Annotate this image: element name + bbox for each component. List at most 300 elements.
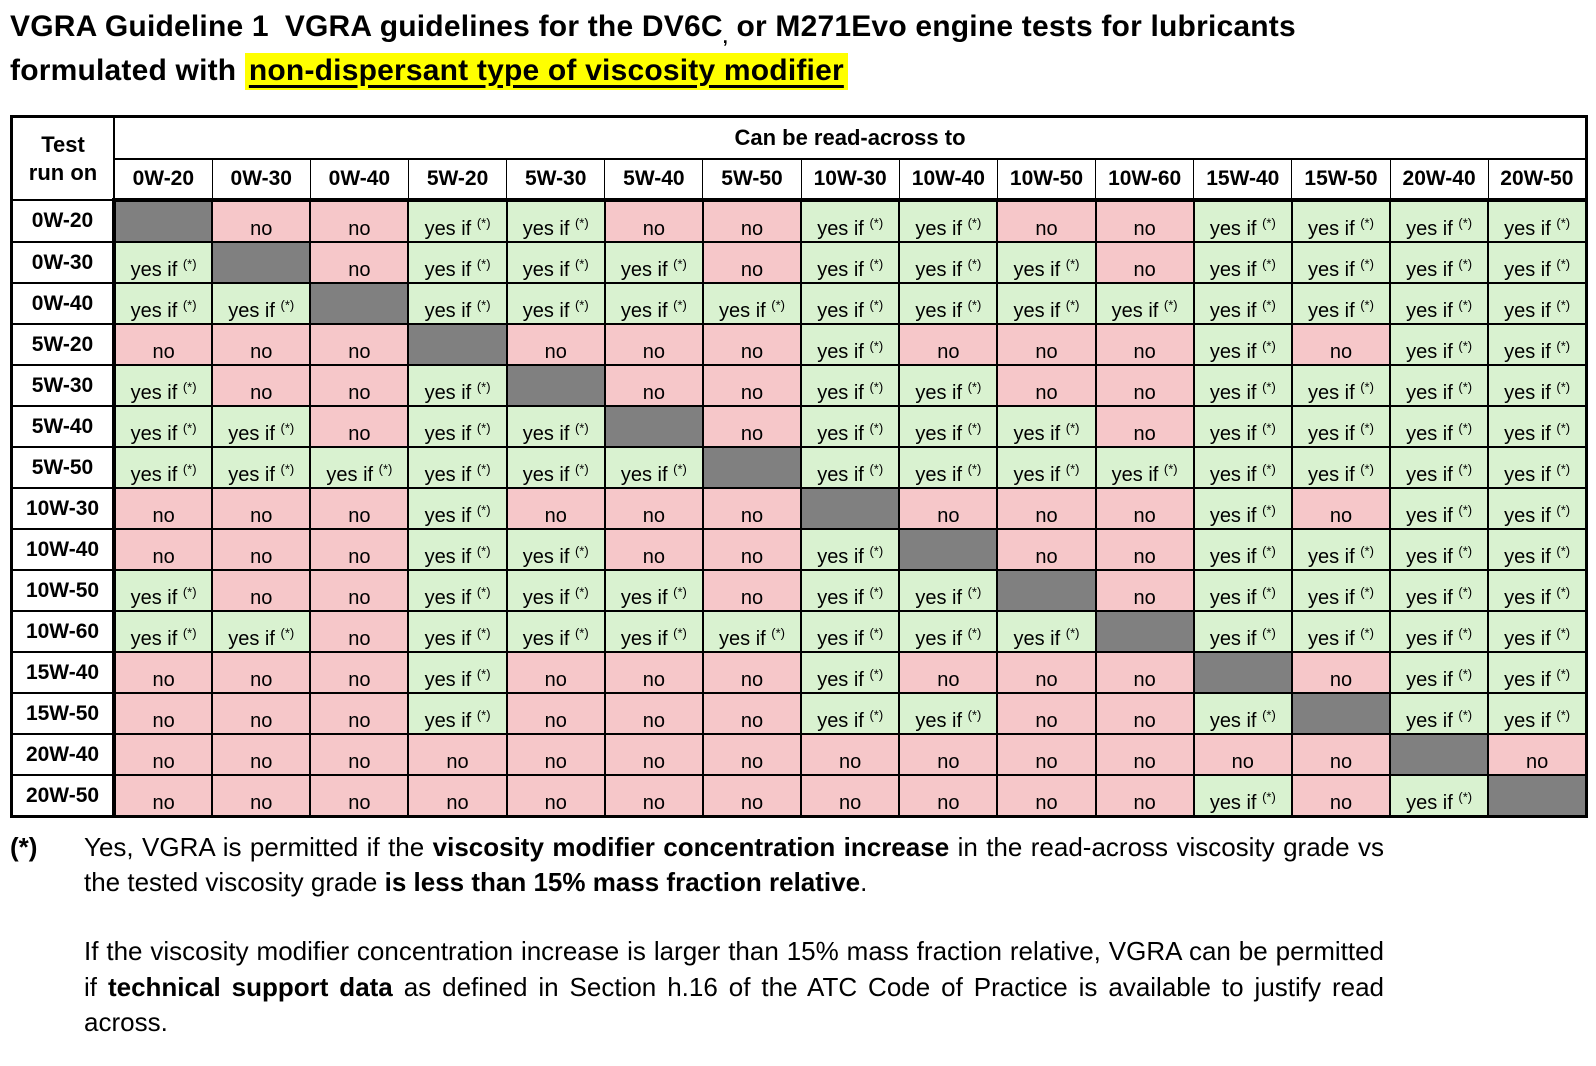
asterisk-footnote-ref: (*) <box>1360 543 1374 559</box>
asterisk-footnote-ref: (*) <box>869 707 884 723</box>
column-header-0W-40: 0W-40 <box>310 159 408 200</box>
grade-cell-5W-20-0W-30: no <box>212 324 310 365</box>
asterisk-footnote-ref: (*) <box>1556 707 1571 723</box>
asterisk-footnote-ref: (*) <box>869 543 884 559</box>
asterisk-footnote-ref: (*) <box>378 461 393 477</box>
grade-cell-20W-40-10W-30: no <box>801 734 899 775</box>
asterisk-footnote-ref: (*) <box>1262 584 1276 600</box>
grade-cell-5W-50-15W-50: yes if (*) <box>1292 447 1390 488</box>
asterisk-footnote-ref: (*) <box>1556 584 1571 600</box>
table-row-20W-40 <box>12 734 1587 775</box>
grade-cell-5W-40-10W-40: yes if (*) <box>899 406 997 447</box>
table-row-5W-20 <box>12 324 1587 365</box>
grade-cell-5W-30-5W-30 <box>507 365 605 406</box>
grade-cell-10W-60-5W-30: yes if (*) <box>507 611 605 652</box>
grade-cell-15W-50-0W-20: no <box>114 693 212 734</box>
grade-cell-20W-50-15W-40: yes if (*) <box>1194 775 1292 817</box>
row-header-5W-20: 5W-20 <box>12 324 115 365</box>
grade-cell-15W-40-20W-40: yes if (*) <box>1390 652 1488 693</box>
grade-cell-15W-50-20W-40: yes if (*) <box>1390 693 1488 734</box>
grade-cell-10W-60-20W-40: yes if (*) <box>1390 611 1488 652</box>
grade-cell-0W-30-10W-60: no <box>1096 242 1194 283</box>
column-header-10W-60: 10W-60 <box>1096 159 1194 200</box>
asterisk-footnote-ref: (*) <box>869 625 884 641</box>
asterisk-footnote-ref: (*) <box>1458 666 1473 682</box>
grade-cell-5W-40-5W-40 <box>605 406 703 447</box>
asterisk-footnote-ref: (*) <box>869 461 884 477</box>
grade-cell-10W-60-5W-20: yes if (*) <box>408 611 506 652</box>
grade-cell-5W-30-0W-40: no <box>310 365 408 406</box>
grade-cell-5W-30-15W-40: yes if (*) <box>1194 365 1292 406</box>
grade-cell-15W-40-5W-40: no <box>605 652 703 693</box>
asterisk-footnote-ref: (*) <box>1556 543 1571 559</box>
title-main-text: VGRA guidelines for the DV6C <box>284 10 723 43</box>
grade-cell-0W-30-15W-40: yes if (*) <box>1194 242 1292 283</box>
grade-cell-10W-40-5W-40: no <box>605 529 703 570</box>
grade-cell-5W-20-10W-40: no <box>899 324 997 365</box>
asterisk-footnote-ref: (*) <box>673 625 687 641</box>
asterisk-footnote-ref: (*) <box>1360 420 1374 436</box>
grade-cell-5W-20-15W-50: no <box>1292 324 1390 365</box>
footnote-text: If the viscosity modifier concentration increase is larger than 15% mass fraction relative, VGRA can be permitted if <box>84 936 1384 1002</box>
grade-cell-0W-20-15W-50: yes if (*) <box>1292 200 1390 242</box>
table-row-10W-50 <box>12 570 1587 611</box>
grade-cell-0W-30-0W-30 <box>212 242 310 283</box>
grade-cell-0W-40-0W-30: yes if (*) <box>212 283 310 324</box>
grade-cell-10W-50-15W-50: yes if (*) <box>1292 570 1390 611</box>
asterisk-footnote-ref: (*) <box>1360 256 1374 272</box>
grade-cell-0W-20-10W-40: yes if (*) <box>899 200 997 242</box>
title-main-text-cont: or M271Evo engine tests for lubricants <box>727 10 1296 43</box>
asterisk-footnote-ref: (*) <box>1458 379 1473 395</box>
grade-cell-15W-50-20W-50: yes if (*) <box>1488 693 1586 734</box>
asterisk-footnote-ref: (*) <box>476 543 491 559</box>
grade-cell-0W-40-0W-20: yes if (*) <box>114 283 212 324</box>
asterisk-footnote-ref: (*) <box>869 666 884 682</box>
grade-cell-5W-50-10W-40: yes if (*) <box>899 447 997 488</box>
asterisk-footnote-ref: (*) <box>1458 707 1473 723</box>
grade-cell-5W-20-5W-50: no <box>703 324 801 365</box>
grade-cell-5W-20-0W-20: no <box>114 324 212 365</box>
grade-cell-5W-30-10W-30: yes if (*) <box>801 365 899 406</box>
grade-cell-5W-50-20W-40: yes if (*) <box>1390 447 1488 488</box>
grade-cell-10W-60-10W-60 <box>1096 611 1194 652</box>
grade-cell-15W-50-5W-30: no <box>507 693 605 734</box>
grade-cell-10W-30-5W-40: no <box>605 488 703 529</box>
asterisk-footnote-ref: (*) <box>1065 625 1080 641</box>
grade-cell-10W-40-5W-20: yes if (*) <box>408 529 506 570</box>
asterisk-footnote-ref: (*) <box>869 215 884 231</box>
grade-cell-5W-50-5W-50 <box>703 447 801 488</box>
grade-cell-20W-40-0W-30: no <box>212 734 310 775</box>
grade-cell-0W-20-10W-60: no <box>1096 200 1194 242</box>
grade-cell-20W-50-10W-60: no <box>1096 775 1194 817</box>
asterisk-footnote-ref: (*) <box>1065 297 1080 313</box>
grade-cell-0W-40-5W-40: yes if (*) <box>605 283 703 324</box>
title-line2-prefix: formulated with <box>10 53 245 87</box>
asterisk-footnote-ref: (*) <box>574 215 589 231</box>
grade-cell-0W-30-5W-20: yes if (*) <box>408 242 506 283</box>
asterisk-footnote-ref: (*) <box>869 584 884 600</box>
grade-cell-15W-40-10W-60: no <box>1096 652 1194 693</box>
asterisk-footnote-ref: (*) <box>1360 297 1374 313</box>
asterisk-footnote-ref: (*) <box>1458 297 1473 313</box>
asterisk-footnote-ref: (*) <box>1065 420 1080 436</box>
asterisk-footnote-ref: (*) <box>869 256 884 272</box>
grade-cell-20W-50-10W-50: no <box>997 775 1095 817</box>
grade-cell-20W-40-10W-50: no <box>997 734 1095 775</box>
grade-cell-5W-30-5W-20: yes if (*) <box>408 365 506 406</box>
grade-cell-10W-30-20W-50: yes if (*) <box>1488 488 1586 529</box>
asterisk-footnote-ref: (*) <box>1458 461 1473 477</box>
grade-cell-15W-50-15W-40: yes if (*) <box>1194 693 1292 734</box>
asterisk-footnote-ref: (*) <box>1262 543 1276 559</box>
grade-cell-15W-50-15W-50 <box>1292 693 1390 734</box>
table-row-0W-20 <box>12 200 1587 242</box>
grade-cell-10W-50-20W-50: yes if (*) <box>1488 570 1586 611</box>
grade-cell-10W-50-20W-40: yes if (*) <box>1390 570 1488 611</box>
asterisk-footnote-ref: (*) <box>182 256 197 272</box>
asterisk-footnote-ref: (*) <box>1262 379 1276 395</box>
grade-cell-0W-30-5W-30: yes if (*) <box>507 242 605 283</box>
grade-cell-10W-50-0W-20: yes if (*) <box>114 570 212 611</box>
footnote-text: . <box>860 867 868 898</box>
grade-cell-10W-30-20W-40: yes if (*) <box>1390 488 1488 529</box>
grade-cell-10W-50-10W-60: no <box>1096 570 1194 611</box>
grade-cell-0W-30-0W-40: no <box>310 242 408 283</box>
grade-cell-15W-40-0W-30: no <box>212 652 310 693</box>
grade-cell-0W-30-10W-50: yes if (*) <box>997 242 1095 283</box>
table-row-15W-40 <box>12 652 1587 693</box>
asterisk-footnote-ref: (*) <box>476 297 491 313</box>
title-subscript: , <box>722 27 728 47</box>
grade-cell-5W-50-0W-40: yes if (*) <box>310 447 408 488</box>
grade-cell-10W-40-15W-40: yes if (*) <box>1194 529 1292 570</box>
grade-cell-5W-40-5W-30: yes if (*) <box>507 406 605 447</box>
column-header-10W-30: 10W-30 <box>801 159 899 200</box>
grade-cell-5W-20-5W-40: no <box>605 324 703 365</box>
row-header-5W-30: 5W-30 <box>12 365 115 406</box>
asterisk-footnote-ref: (*) <box>1458 502 1473 518</box>
grade-cell-0W-40-0W-40 <box>310 283 408 324</box>
asterisk-footnote-ref: (*) <box>574 461 589 477</box>
grade-cell-20W-40-5W-30: no <box>507 734 605 775</box>
grade-cell-0W-30-5W-40: yes if (*) <box>605 242 703 283</box>
asterisk-footnote-ref: (*) <box>1262 338 1276 354</box>
grade-cell-0W-20-5W-20: yes if (*) <box>408 200 506 242</box>
grade-cell-10W-60-15W-50: yes if (*) <box>1292 611 1390 652</box>
column-header-5W-20: 5W-20 <box>408 159 506 200</box>
asterisk-footnote-ref: (*) <box>967 461 982 477</box>
grade-cell-20W-40-0W-40: no <box>310 734 408 775</box>
asterisk-footnote-ref: (*) <box>967 379 982 395</box>
asterisk-footnote-ref: (*) <box>967 215 982 231</box>
grade-cell-20W-50-0W-20: no <box>114 775 212 817</box>
asterisk-footnote-ref: (*) <box>967 625 982 641</box>
grade-cell-5W-20-20W-50: yes if (*) <box>1488 324 1586 365</box>
asterisk-footnote-ref: (*) <box>476 215 491 231</box>
grade-cell-0W-40-5W-30: yes if (*) <box>507 283 605 324</box>
row-header-5W-40: 5W-40 <box>12 406 115 447</box>
grade-cell-10W-30-5W-30: no <box>507 488 605 529</box>
grade-cell-5W-20-10W-30: yes if (*) <box>801 324 899 365</box>
grade-cell-10W-30-5W-50: no <box>703 488 801 529</box>
grade-cell-0W-20-20W-40: yes if (*) <box>1390 200 1488 242</box>
table-row-15W-50 <box>12 693 1587 734</box>
grade-cell-20W-50-0W-40: no <box>310 775 408 817</box>
asterisk-footnote-ref: (*) <box>182 625 197 641</box>
asterisk-footnote-ref: (*) <box>1065 256 1080 272</box>
title-highlighted-phrase: non-dispersant type of viscosity modifier <box>245 53 848 90</box>
grade-cell-15W-40-15W-50: no <box>1292 652 1390 693</box>
grade-cell-0W-20-10W-50: no <box>997 200 1095 242</box>
asterisk-footnote-ref: (*) <box>1458 625 1473 641</box>
grade-cell-10W-60-0W-30: yes if (*) <box>212 611 310 652</box>
asterisk-footnote-ref: (*) <box>1556 215 1571 231</box>
grade-cell-10W-60-15W-40: yes if (*) <box>1194 611 1292 652</box>
asterisk-footnote-ref: (*) <box>869 420 884 436</box>
column-header-20W-50: 20W-50 <box>1488 159 1586 200</box>
grade-cell-20W-40-15W-50: no <box>1292 734 1390 775</box>
grade-cell-5W-30-20W-50: yes if (*) <box>1488 365 1586 406</box>
grade-cell-0W-40-15W-40: yes if (*) <box>1194 283 1292 324</box>
footnote-paragraph-2 <box>84 934 1384 1039</box>
grade-cell-10W-50-5W-20: yes if (*) <box>408 570 506 611</box>
asterisk-footnote-ref: (*) <box>1458 215 1473 231</box>
asterisk-footnote-ref: (*) <box>967 707 982 723</box>
asterisk-footnote-ref: (*) <box>182 297 197 313</box>
asterisk-footnote-ref: (*) <box>1458 789 1473 805</box>
grade-cell-10W-50-10W-30: yes if (*) <box>801 570 899 611</box>
asterisk-footnote-ref: (*) <box>574 584 589 600</box>
grade-cell-5W-50-5W-20: yes if (*) <box>408 447 506 488</box>
asterisk-footnote-ref: (*) <box>574 420 589 436</box>
asterisk-footnote-ref: (*) <box>574 543 589 559</box>
grade-cell-10W-50-10W-50 <box>997 570 1095 611</box>
grade-cell-15W-40-0W-40: no <box>310 652 408 693</box>
grade-cell-10W-40-10W-60: no <box>1096 529 1194 570</box>
grade-cell-0W-40-5W-50: yes if (*) <box>703 283 801 324</box>
table-row-10W-40 <box>12 529 1587 570</box>
asterisk-footnote-ref: (*) <box>1458 256 1473 272</box>
grade-cell-15W-50-0W-30: no <box>212 693 310 734</box>
asterisk-footnote-ref: (*) <box>1360 215 1374 231</box>
grade-cell-0W-20-0W-30: no <box>212 200 310 242</box>
row-header-15W-40: 15W-40 <box>12 652 115 693</box>
grade-cell-5W-30-10W-60: no <box>1096 365 1194 406</box>
page-title <box>10 6 1440 91</box>
column-header-10W-50: 10W-50 <box>997 159 1095 200</box>
grade-cell-0W-20-10W-30: yes if (*) <box>801 200 899 242</box>
grade-cell-5W-40-15W-40: yes if (*) <box>1194 406 1292 447</box>
grade-cell-0W-30-10W-40: yes if (*) <box>899 242 997 283</box>
asterisk-footnote-ref: (*) <box>476 256 491 272</box>
asterisk-footnote-ref: (*) <box>967 420 982 436</box>
grade-cell-10W-30-0W-40: no <box>310 488 408 529</box>
footnote-text: as defined in Section h.16 of the ATC Code of Practice is available to justify read across. <box>84 971 1384 1037</box>
asterisk-footnote-ref: (*) <box>967 256 982 272</box>
column-header-15W-40: 15W-40 <box>1194 159 1292 200</box>
row-header-20W-40: 20W-40 <box>12 734 115 775</box>
row-header-10W-30: 10W-30 <box>12 488 115 529</box>
asterisk-footnote-ref: (*) <box>476 502 491 518</box>
grade-cell-10W-50-0W-30: no <box>212 570 310 611</box>
asterisk-footnote-ref: (*) <box>1163 461 1178 477</box>
asterisk-footnote-ref: (*) <box>1458 584 1473 600</box>
grade-cell-10W-40-15W-50: yes if (*) <box>1292 529 1390 570</box>
row-header-15W-50: 15W-50 <box>12 693 115 734</box>
read-across-table <box>10 115 1588 818</box>
asterisk-footnote-ref: (*) <box>182 461 197 477</box>
grade-cell-20W-50-5W-50: no <box>703 775 801 817</box>
grade-cell-5W-50-10W-60: yes if (*) <box>1096 447 1194 488</box>
grade-cell-20W-40-15W-40: no <box>1194 734 1292 775</box>
grade-cell-10W-40-0W-20: no <box>114 529 212 570</box>
grade-cell-10W-40-20W-50: yes if (*) <box>1488 529 1586 570</box>
asterisk-footnote-ref: (*) <box>1556 666 1571 682</box>
asterisk-footnote-ref: (*) <box>869 338 884 354</box>
grade-cell-5W-50-10W-30: yes if (*) <box>801 447 899 488</box>
grade-cell-20W-50-10W-40: no <box>899 775 997 817</box>
row-header-10W-50: 10W-50 <box>12 570 115 611</box>
asterisk-footnote-ref: (*) <box>869 379 884 395</box>
footnote-marker: (*) <box>10 832 38 863</box>
asterisk-footnote-ref: (*) <box>1458 338 1473 354</box>
grade-cell-0W-30-20W-40: yes if (*) <box>1390 242 1488 283</box>
grade-cell-10W-50-5W-50: no <box>703 570 801 611</box>
grade-cell-5W-30-20W-40: yes if (*) <box>1390 365 1488 406</box>
grade-cell-10W-30-5W-20: yes if (*) <box>408 488 506 529</box>
grade-cell-20W-50-0W-30: no <box>212 775 310 817</box>
asterisk-footnote-ref: (*) <box>476 420 491 436</box>
grade-cell-20W-50-10W-30: no <box>801 775 899 817</box>
grade-cell-0W-20-0W-20 <box>114 200 212 242</box>
grade-cell-5W-50-0W-30: yes if (*) <box>212 447 310 488</box>
grade-cell-10W-60-0W-20: yes if (*) <box>114 611 212 652</box>
table-header-row-1 <box>12 117 1587 160</box>
grade-cell-5W-50-5W-30: yes if (*) <box>507 447 605 488</box>
grade-cell-10W-40-5W-50: no <box>703 529 801 570</box>
grade-cell-10W-60-20W-50: yes if (*) <box>1488 611 1586 652</box>
asterisk-footnote-ref: (*) <box>1262 215 1276 231</box>
grade-cell-10W-60-0W-40: no <box>310 611 408 652</box>
table-row-20W-50 <box>12 775 1587 817</box>
asterisk-footnote-ref: (*) <box>1458 420 1473 436</box>
grade-cell-0W-40-20W-50: yes if (*) <box>1488 283 1586 324</box>
grade-cell-10W-30-10W-60: no <box>1096 488 1194 529</box>
asterisk-footnote-ref: (*) <box>1065 461 1080 477</box>
grade-cell-10W-50-0W-40: no <box>310 570 408 611</box>
grade-cell-15W-50-10W-50: no <box>997 693 1095 734</box>
asterisk-footnote-ref: (*) <box>673 297 687 313</box>
column-header-0W-20: 0W-20 <box>114 159 212 200</box>
grade-cell-10W-50-5W-30: yes if (*) <box>507 570 605 611</box>
grade-cell-0W-40-10W-40: yes if (*) <box>899 283 997 324</box>
asterisk-footnote-ref: (*) <box>476 625 491 641</box>
grade-cell-5W-30-0W-30: no <box>212 365 310 406</box>
asterisk-footnote-ref: (*) <box>574 297 589 313</box>
asterisk-footnote-ref: (*) <box>1360 584 1374 600</box>
row-header-0W-30: 0W-30 <box>12 242 115 283</box>
grade-cell-0W-40-15W-50: yes if (*) <box>1292 283 1390 324</box>
asterisk-footnote-ref: (*) <box>1262 625 1276 641</box>
asterisk-footnote-ref: (*) <box>280 297 295 313</box>
asterisk-footnote-ref: (*) <box>673 256 687 272</box>
grade-cell-20W-40-20W-50: no <box>1488 734 1586 775</box>
table-row-5W-40 <box>12 406 1587 447</box>
row-header-20W-50: 20W-50 <box>12 775 115 817</box>
grade-cell-20W-50-5W-40: no <box>605 775 703 817</box>
grade-cell-10W-50-15W-40: yes if (*) <box>1194 570 1292 611</box>
row-header-0W-20: 0W-20 <box>12 200 115 242</box>
grade-cell-5W-40-5W-50: no <box>703 406 801 447</box>
grade-cell-5W-30-5W-50: no <box>703 365 801 406</box>
table-row-0W-40 <box>12 283 1587 324</box>
grade-cell-15W-40-5W-50: no <box>703 652 801 693</box>
footnote-paragraph-1 <box>84 830 1384 900</box>
grade-cell-10W-40-5W-30: yes if (*) <box>507 529 605 570</box>
grade-cell-5W-40-0W-30: yes if (*) <box>212 406 310 447</box>
grade-cell-0W-30-5W-50: no <box>703 242 801 283</box>
grade-cell-15W-40-0W-20: no <box>114 652 212 693</box>
grade-cell-0W-30-10W-30: yes if (*) <box>801 242 899 283</box>
grade-cell-20W-50-5W-30: no <box>507 775 605 817</box>
footnote <box>10 830 1586 1039</box>
grade-cell-5W-40-20W-40: yes if (*) <box>1390 406 1488 447</box>
grade-cell-10W-40-20W-40: yes if (*) <box>1390 529 1488 570</box>
column-header-10W-40: 10W-40 <box>899 159 997 200</box>
grade-cell-10W-30-10W-50: no <box>997 488 1095 529</box>
table-row-10W-30 <box>12 488 1587 529</box>
asterisk-footnote-ref: (*) <box>476 461 491 477</box>
footnote-text: in the read-across viscosity grade vs the tested viscosity grade <box>84 832 1384 898</box>
grade-cell-0W-20-15W-40: yes if (*) <box>1194 200 1292 242</box>
grade-cell-10W-30-0W-30: no <box>212 488 310 529</box>
column-header-5W-40: 5W-40 <box>605 159 703 200</box>
grade-cell-20W-50-15W-50: no <box>1292 775 1390 817</box>
table-row-10W-60 <box>12 611 1587 652</box>
grade-cell-10W-40-10W-50: no <box>997 529 1095 570</box>
corner-header-line2: run on <box>28 159 98 185</box>
asterisk-footnote-ref: (*) <box>1360 379 1374 395</box>
asterisk-footnote-ref: (*) <box>1262 502 1276 518</box>
column-header-0W-30: 0W-30 <box>212 159 310 200</box>
grade-cell-15W-50-5W-40: no <box>605 693 703 734</box>
grade-cell-15W-40-10W-30: yes if (*) <box>801 652 899 693</box>
grade-cell-5W-50-20W-50: yes if (*) <box>1488 447 1586 488</box>
grade-cell-5W-20-0W-40: no <box>310 324 408 365</box>
footnote-text: Yes, VGRA is permitted if the <box>84 832 433 863</box>
grade-cell-10W-50-10W-40: yes if (*) <box>899 570 997 611</box>
asterisk-footnote-ref: (*) <box>1262 297 1276 313</box>
row-header-0W-40: 0W-40 <box>12 283 115 324</box>
grade-cell-10W-40-10W-40 <box>899 529 997 570</box>
asterisk-footnote-ref: (*) <box>1458 543 1473 559</box>
grade-cell-0W-40-10W-60: yes if (*) <box>1096 283 1194 324</box>
asterisk-footnote-ref: (*) <box>771 625 785 641</box>
grade-cell-5W-20-5W-20 <box>408 324 506 365</box>
asterisk-footnote-ref: (*) <box>1262 420 1276 436</box>
asterisk-footnote-ref: (*) <box>869 297 884 313</box>
asterisk-footnote-ref: (*) <box>182 379 197 395</box>
column-header-5W-50: 5W-50 <box>703 159 801 200</box>
grade-cell-5W-20-5W-30: no <box>507 324 605 365</box>
grade-cell-15W-40-10W-40: no <box>899 652 997 693</box>
grade-cell-15W-40-15W-40 <box>1194 652 1292 693</box>
grade-cell-10W-40-0W-30: no <box>212 529 310 570</box>
grade-cell-10W-40-0W-40: no <box>310 529 408 570</box>
span-header: Can be read-across to <box>114 117 1587 160</box>
